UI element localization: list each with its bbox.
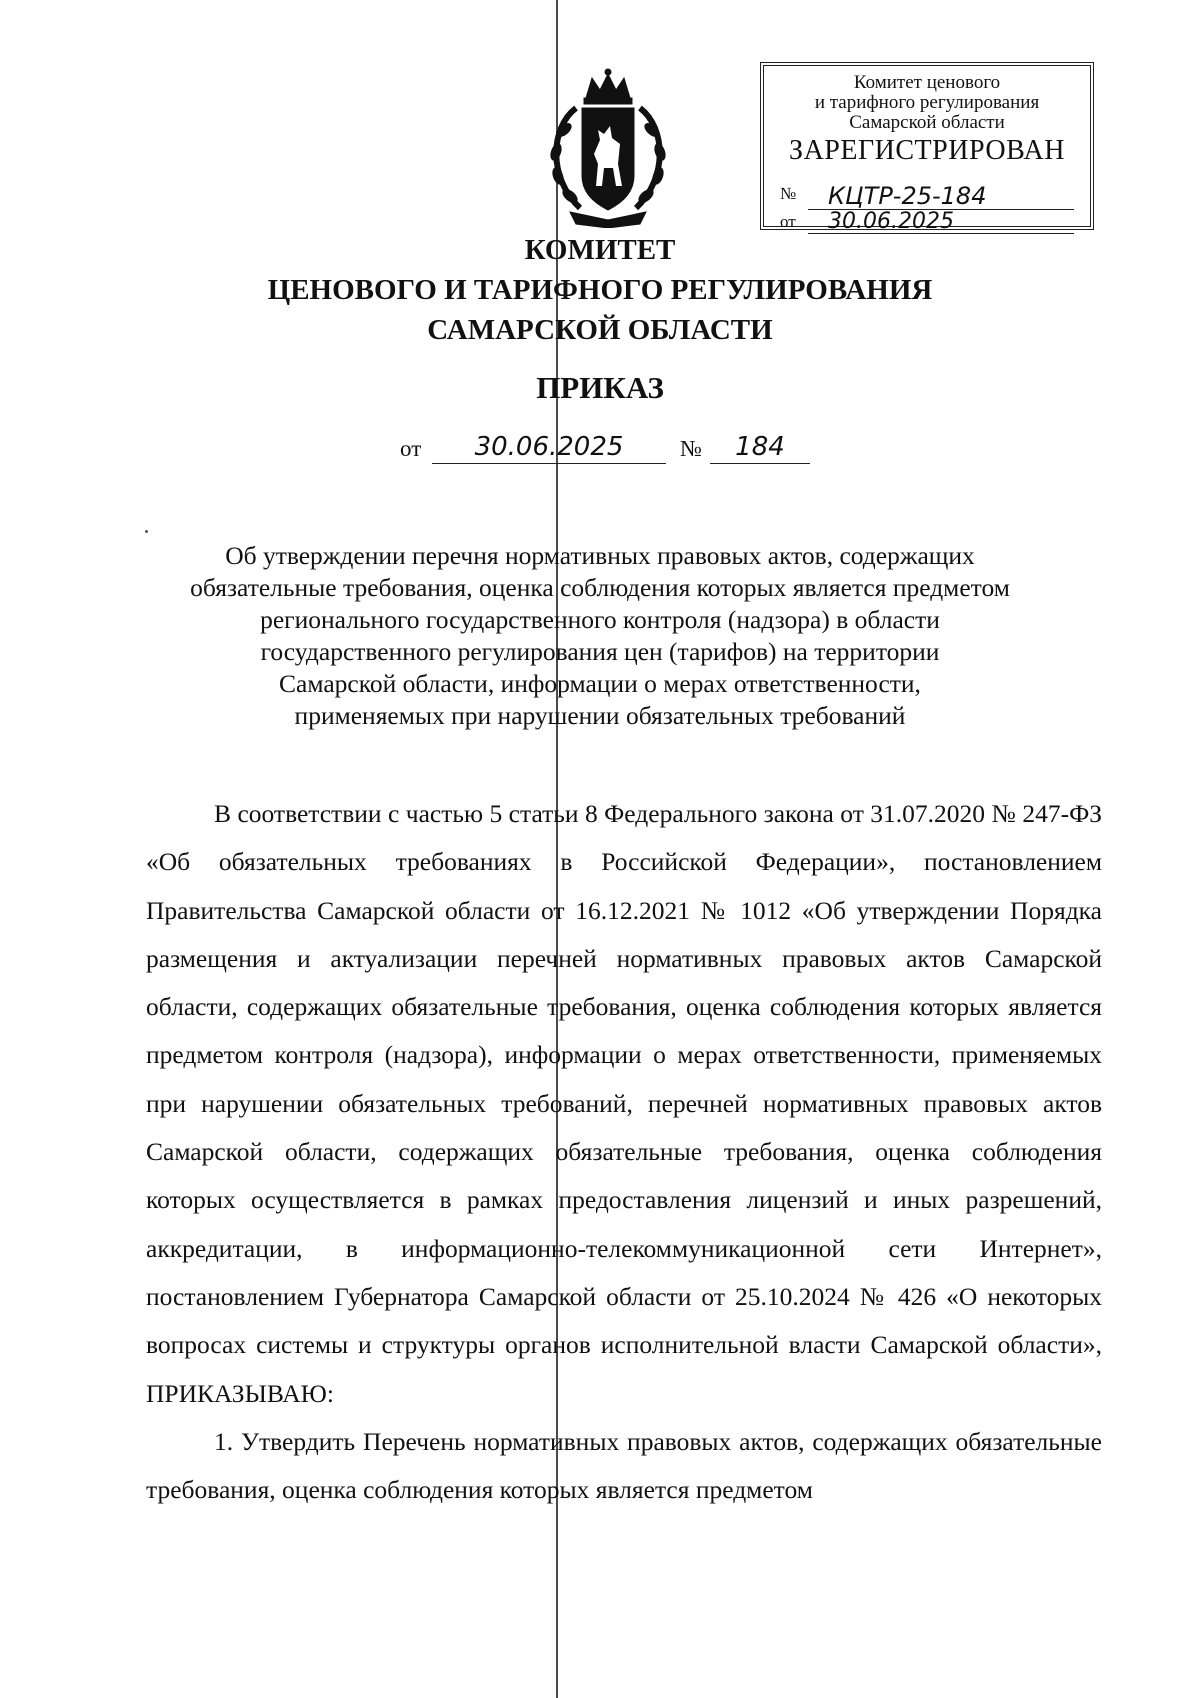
preamble-paragraph: В соответствии с частью 5 статьи 8 Федерального закона от 31.07.2020 № 247-ФЗ «Об обязательных требованиях в Российской Федерации», постановлением Правительства Самарской области от 16.12.2021 № 1012 «Об утверждении Порядка размещения и актуализации перечней нормативных правовых актов Самарской области, содержащих обязательные требования, оценка соблюдения которых является предметом контроля (надзора), информации о мерах ответственности, применяемых при нарушении обязательных требований, перечней нормативных правовых актов Самарской области, содержащих обязательные требования, оценка соблюдения которых осуществляется в рамках предоставления лицензий и иных разрешений, аккредитации, в информационно-телекоммуникационной сети Интернет», постановлением Губернатора Самарской области от 25.10.2024 № 426 «О некоторых вопросах системы и структуры органов исполнительной власти Самарской области», ПРИКАЗЫВАЮ:	[146, 799, 1102, 1408]
scan-speck	[145, 530, 148, 533]
order-date-number-line	[400, 426, 820, 466]
subject-line: Самарской области, информации о мерах ответственности,	[279, 669, 921, 698]
stamp-line-2: и тарифного регулирования	[814, 92, 1040, 113]
order-number-label: №	[680, 436, 702, 461]
registration-stamp	[760, 62, 1094, 234]
header-line-2: ЦЕНОВОГО И ТАРИФНОГО РЕГУЛИРОВАНИЯ	[267, 274, 933, 306]
subject-line: государственного регулирования цен (тарифов) на территории	[260, 637, 940, 666]
subject-line: Об утверждении перечня нормативных правовых актов, содержащих	[225, 541, 975, 570]
stamp-line-3: Самарской области	[849, 112, 1005, 133]
subject-line: обязательные требования, оценка соблюдения которых является предметом	[190, 573, 1010, 602]
order-number-value: 184	[710, 431, 810, 464]
stamp-number-value: КЦТР-25-184	[808, 183, 1074, 210]
committee-header	[0, 230, 1200, 350]
stamp-status: ЗАРЕГИСТРИРОВАН	[789, 135, 1065, 166]
order-subject	[130, 540, 1070, 732]
stamp-number-label: №	[780, 184, 797, 203]
subject-line: применяемых при нарушении обязательных требований	[294, 701, 906, 730]
order-date-value: 30.06.2025	[432, 431, 666, 464]
subject-line: регионального государственного контроля (надзора) в области	[260, 605, 940, 634]
stamp-date-value: 30.06.2025	[808, 211, 1074, 234]
order-title: ПРИКАЗ	[536, 370, 664, 405]
order-date-label: от	[400, 436, 422, 461]
stamp-line-1: Комитет ценового	[853, 72, 1001, 93]
order-body	[146, 790, 1102, 1514]
stamp-number-row	[780, 184, 1074, 212]
clause-1-paragraph: 1. Утвердить Перечень нормативных правовых актов, содержащих обязательные требования, оценка соблюдения которых является предметом	[146, 1426, 1102, 1505]
header-line-3: САМАРСКОЙ ОБЛАСТИ	[427, 314, 773, 346]
coat-of-arms-emblem	[540, 68, 676, 228]
header-line-1: КОМИТЕТ	[524, 234, 676, 266]
stamp-date-label: от	[780, 212, 796, 231]
